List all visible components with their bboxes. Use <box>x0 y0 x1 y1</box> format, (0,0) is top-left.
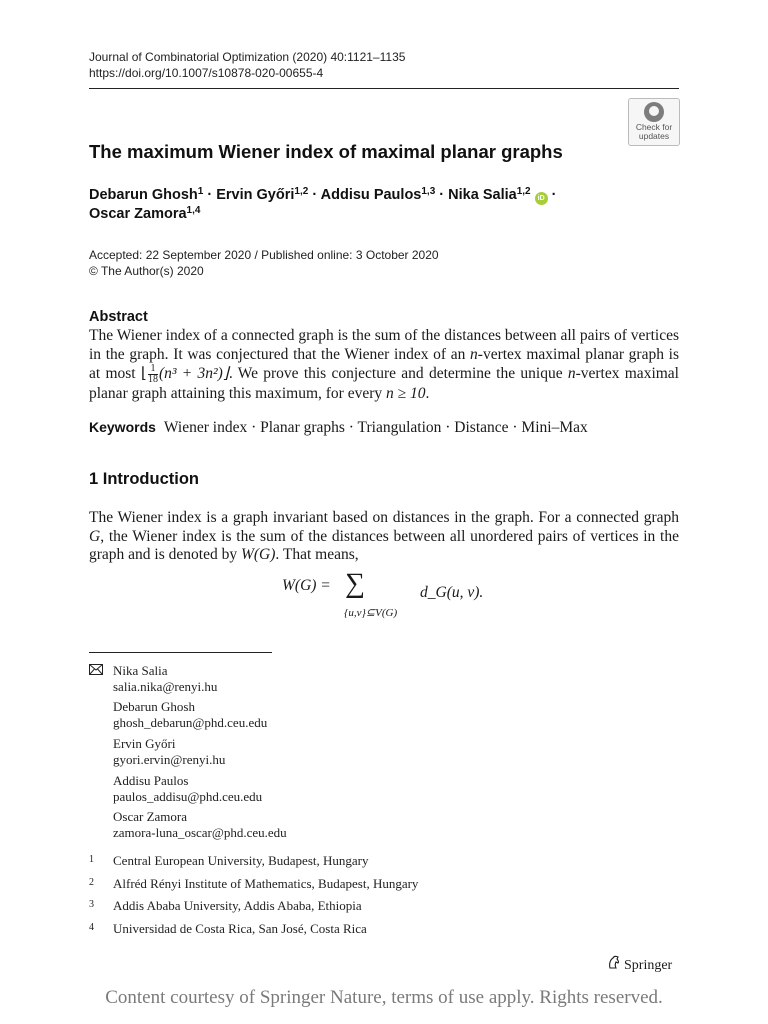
contact-email[interactable]: salia.nika@renyi.hu <box>113 678 218 694</box>
author-name[interactable]: Oscar Zamora <box>89 206 187 222</box>
footnote-rule <box>89 652 272 653</box>
contact-name: Nika Salia <box>113 663 168 678</box>
contact-name: Oscar Zamora <box>113 809 187 824</box>
affiliation-item: 1 Central European University, Budapest, Hungary <box>89 853 369 868</box>
journal-header <box>89 49 405 81</box>
author-affiliation-sup: 1 <box>197 186 204 197</box>
keywords-line <box>89 419 588 437</box>
author-separator: · <box>435 187 449 203</box>
author-affiliation-sup: 1,3 <box>421 186 436 197</box>
equation-lhs: W(G) = <box>282 577 331 594</box>
journal-citation: Journal of Combinatorial Optimization (2020) 40:1121–1135 <box>89 50 406 64</box>
paper-title: The maximum Wiener index of maximal planar graphs <box>89 141 563 162</box>
affiliation-item: 4 Universidad de Costa Rica, San José, Costa Rica <box>89 921 367 936</box>
contact-entry <box>113 663 217 694</box>
orcid-icon[interactable]: iD <box>535 192 548 205</box>
author-list <box>89 186 649 224</box>
keywords-text: Wiener index · Planar graphs · Triangulation · Distance · Mini–Max <box>163 419 588 436</box>
fraction: $\frac{1}{18}$ <box>147 363 158 386</box>
springer-logo[interactable] <box>607 955 672 974</box>
formula-body: (n³ + 3n²)⌋ <box>158 365 229 383</box>
author-affiliation-sup: 1,2 <box>294 186 309 197</box>
author-name[interactable]: Nika Salia <box>448 187 517 203</box>
contact-name: Ervin Győri <box>113 736 176 751</box>
contact-email[interactable]: gyori.ervin@renyi.hu <box>113 751 226 767</box>
abstract-text: The Wiener index of a connected graph is the sum of the distances between all pairs of vertices in the graph. It was conjectured that the Wiener index of an n-vertex maximal planar graph is at most ⌊ $\frac{1}{18}$ (n³ + 3n²)⌋. We prove this conjecture and determine the unique n-vertex maximal planar graph attaining this maximum, for every n ≥ 10. <box>89 327 679 403</box>
author-name[interactable]: Ervin Győri <box>216 187 295 203</box>
publication-dates <box>89 247 439 279</box>
courtesy-notice: Content courtesy of Springer Nature, terms of use apply. Rights reserved. <box>105 987 663 1008</box>
contact-email[interactable]: ghosh_debarun@phd.ceu.edu <box>113 714 268 730</box>
contact-name: Debarun Ghosh <box>113 699 195 714</box>
contact-entry <box>113 699 267 730</box>
keywords-label: Keywords <box>89 419 156 435</box>
check-for-updates-badge[interactable] <box>628 98 680 146</box>
contact-entry <box>113 809 287 840</box>
header-rule <box>89 88 679 89</box>
contact-entry <box>113 736 225 767</box>
author-separator: · <box>547 187 557 203</box>
copyright-notice: © The Author(s) 2020 <box>89 264 204 278</box>
accepted-published-date: Accepted: 22 September 2020 / Published online: 3 October 2020 <box>89 248 439 262</box>
author-separator: · <box>308 187 321 203</box>
intro-paragraph: The Wiener index is a graph invariant based on distances in the graph. For a connected graph G, the Wiener index is the sum of the distances between all unordered pairs of vertices in the graph and is denoted by W(G). That means, <box>89 509 679 564</box>
author-name[interactable]: Addisu Paulos <box>320 187 422 203</box>
doi-link[interactable]: https://doi.org/10.1007/s10878-020-00655-4 <box>89 66 324 80</box>
author-separator: · <box>203 187 217 203</box>
crossmark-icon <box>644 102 664 122</box>
contact-entry <box>113 773 262 804</box>
springer-horse-icon <box>607 955 621 974</box>
author-affiliation-sup: 1,4 <box>186 205 201 216</box>
section-heading: 1 Introduction <box>89 470 199 488</box>
affiliation-item: 3 Addis Ababa University, Addis Ababa, Ethiopia <box>89 898 362 913</box>
envelope-icon <box>89 663 103 679</box>
publisher-name: Springer <box>624 958 673 973</box>
author-name[interactable]: Debarun Ghosh <box>89 187 198 203</box>
summation-symbol: ∑ <box>345 568 365 599</box>
contact-email[interactable]: zamora-luna_oscar@phd.ceu.edu <box>113 824 287 840</box>
contact-name: Addisu Paulos <box>113 773 189 788</box>
author-affiliation-sup: 1,2 <box>516 186 531 197</box>
badge-line-2: updates <box>638 131 670 141</box>
badge-line-1: Check for <box>635 122 673 132</box>
abstract-heading: Abstract <box>89 309 148 325</box>
affiliation-item: 2 Alfréd Rényi Institute of Mathematics, Budapest, Hungary <box>89 876 419 891</box>
equation-rhs: d_G(u, v). <box>420 584 484 601</box>
equation-subscript: {u,v}⊆V(G) <box>344 607 398 619</box>
contact-email[interactable]: paulos_addisu@phd.ceu.edu <box>113 788 263 804</box>
formula-floor-open: ⌊ <box>140 365 147 383</box>
